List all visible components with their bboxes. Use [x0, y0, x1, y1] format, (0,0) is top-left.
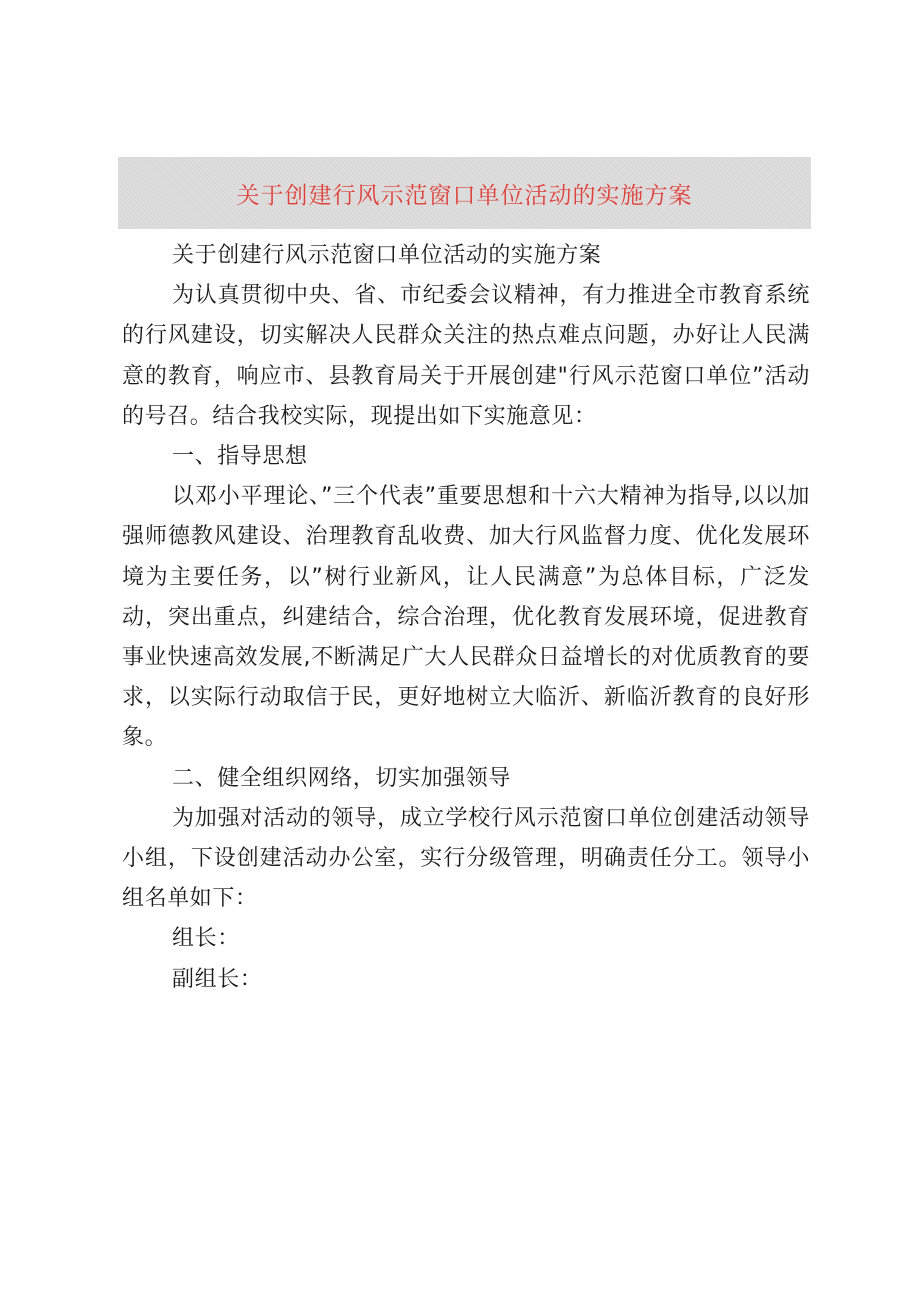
deputy-leader-label: 副组长： [172, 966, 263, 992]
document-body [122, 236, 810, 1000]
paragraph-guiding-thought: 以邓小平理论、”三个代表”重要思想和十六大精神为指导,以以加强师德教风建设、治理教育乱收费、加大行风监督力度、优化发展环境为主要任务，以”树行业新风，让人民满意”为总体目标，广泛发动，突出重点，纠建结合，综合治理，优化教育发展环境，促进教育事业快速高效发展,不断满足广大人民群众日益增长的对优质教育的要求，以实际行动取信于民，更好地树立大临沂、新临沂教育的良好形象。 [122, 484, 810, 751]
document-title: 关于创建行风示范窗口单位活动的实施方案 [236, 182, 693, 209]
section-heading-1: 一、指导思想 [172, 444, 308, 470]
leader-label: 组长： [172, 926, 240, 952]
paragraph-organization: 为加强对活动的领导，成立学校行风示范窗口单位创建活动领导小组，下设创建活动办公室，实行分级管理，明确责任分工。领导小组名单如下： [122, 805, 810, 912]
section-heading-2: 二、健全组织网络，切实加强领导 [172, 765, 512, 791]
paragraph-intro: 为认真贯彻中央、省、市纪委会议精神，有力推进全市教育系统的行风建设，切实解决人民群众关注的热点难点问题，办好让人民满意的教育，响应市、县教育局关于开展创建"行风示范窗口单位”活动的号召。结合我校实际，现提出如下实施意见： [122, 283, 810, 429]
title-banner [118, 157, 811, 229]
paragraph-subtitle: 关于创建行风示范窗口单位活动的实施方案 [172, 243, 602, 268]
